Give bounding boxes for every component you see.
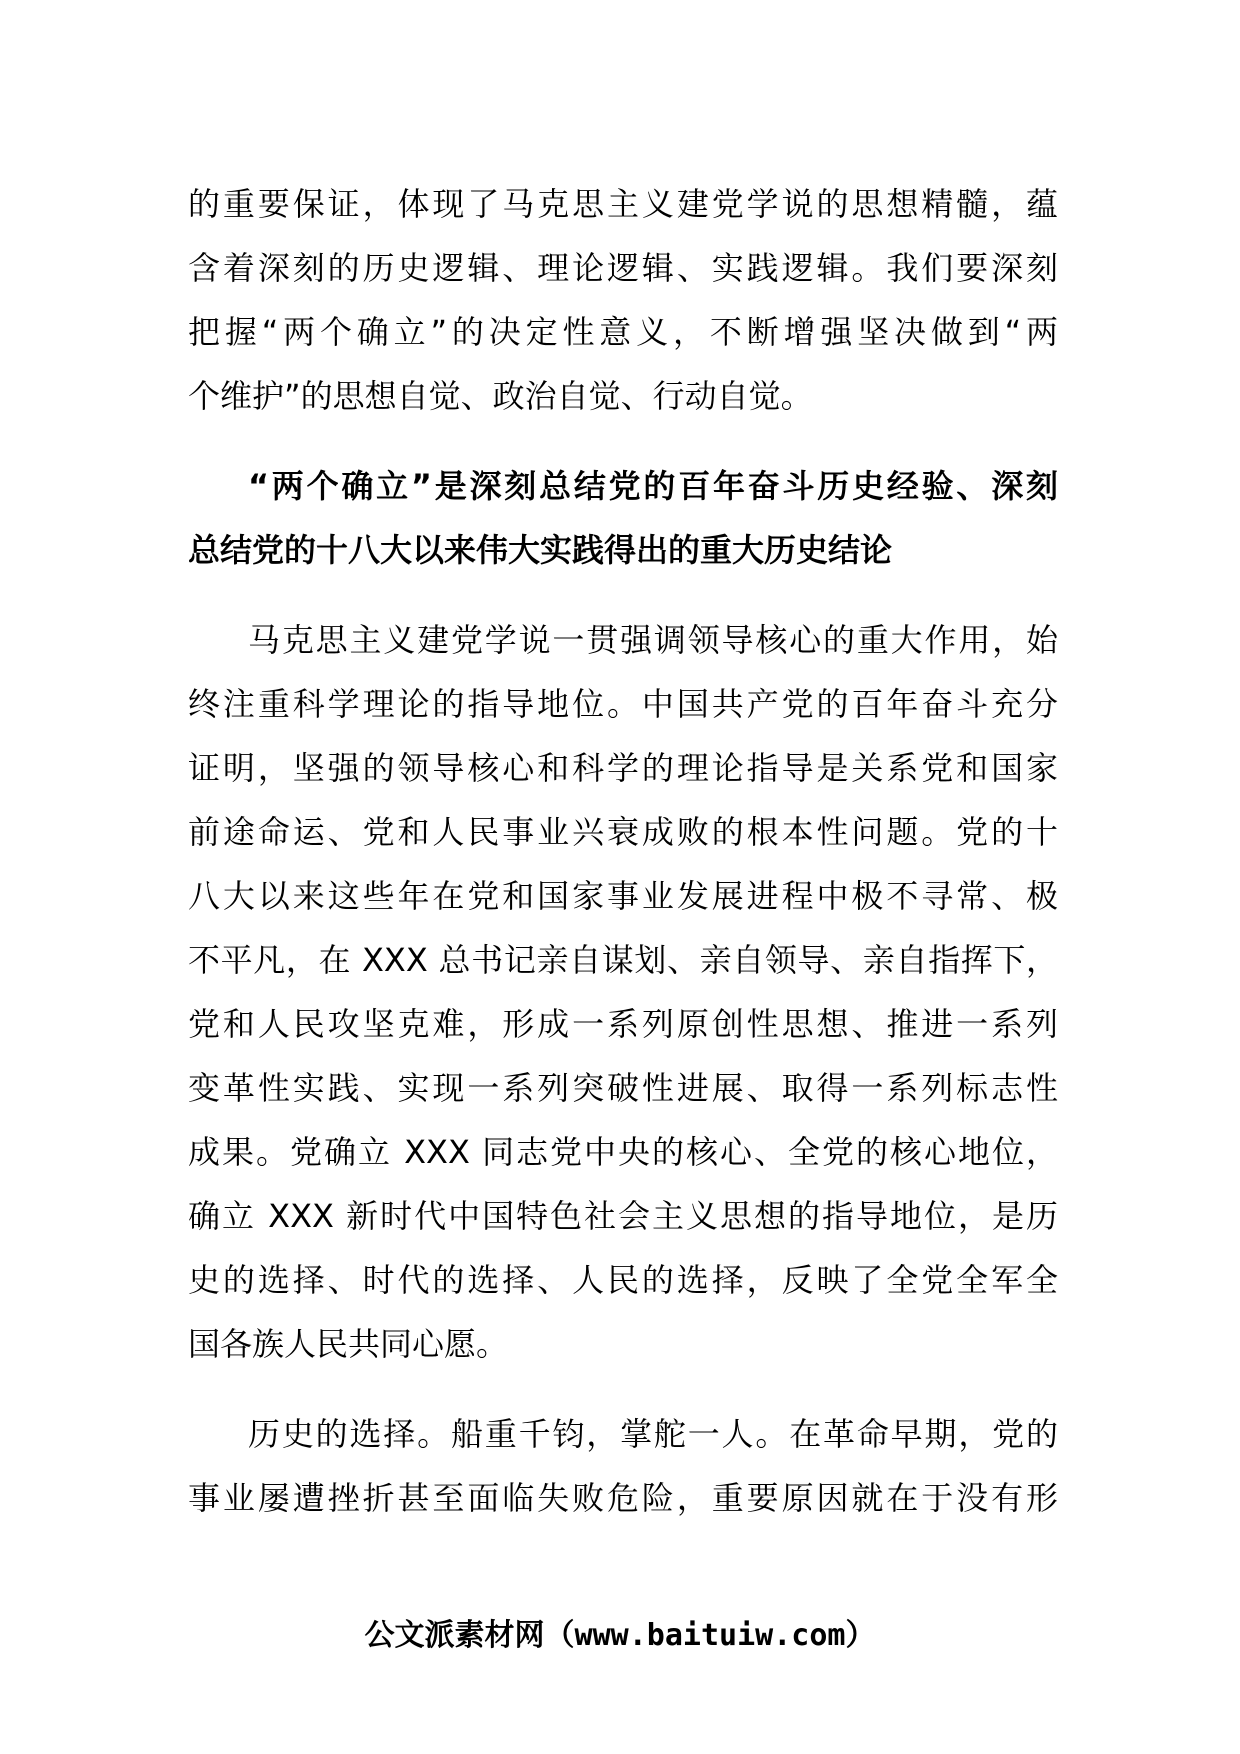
heading-line: “两个确立”是深刻总结党的百年奋斗历史经验、深刻 bbox=[248, 467, 1058, 505]
text-line: 终注重科学理论的指导地位。中国共产党的百年奋斗充分 bbox=[188, 685, 1058, 723]
section-heading bbox=[188, 454, 1058, 582]
text-line: 成果。党确立 XXX 同志党中央的核心、全党的核心地位， bbox=[188, 1133, 1058, 1171]
document-body bbox=[188, 172, 1058, 1530]
text-line: 事业屡遭挫折甚至面临失败危险，重要原因就在于没有形 bbox=[188, 1479, 1058, 1517]
paragraph-1 bbox=[188, 172, 1058, 428]
footer-site-name: 公文派素材网 bbox=[364, 1618, 545, 1653]
text-line: 党和人民攻坚克难，形成一系列原创性思想、推进一系列 bbox=[188, 1005, 1058, 1043]
text-line: 个维护”的思想自觉、政治自觉、行动自觉。 bbox=[188, 377, 813, 415]
text-line: 史的选择、时代的选择、人民的选择，反映了全党全军全 bbox=[188, 1261, 1058, 1299]
text-line: 确立 XXX 新时代中国特色社会主义思想的指导地位，是历 bbox=[188, 1197, 1058, 1235]
text-line: 八大以来这些年在党和国家事业发展进程中极不寻常、极 bbox=[188, 877, 1058, 915]
text-line: 前途命运、党和人民事业兴衰成败的根本性问题。党的十 bbox=[188, 813, 1058, 851]
text-line: 马克思主义建党学说一贯强调领导核心的重大作用，始 bbox=[248, 621, 1058, 659]
heading-line: 总结党的十八大以来伟大实践得出的重大历史结论 bbox=[188, 531, 893, 569]
paragraph-2 bbox=[188, 608, 1058, 1376]
text-line: 含着深刻的历史逻辑、理论逻辑、实践逻辑。我们要深刻 bbox=[188, 249, 1058, 287]
text-line: 历史的选择。船重千钧，掌舵一人。在革命早期，党的 bbox=[248, 1415, 1058, 1453]
text-line: 国各族人民共同心愿。 bbox=[188, 1325, 509, 1363]
text-line: 证明，坚强的领导核心和科学的理论指导是关系党和国家 bbox=[188, 749, 1058, 787]
page-footer bbox=[0, 1610, 1240, 1654]
text-line: 不平凡，在 XXX 总书记亲自谋划、亲自领导、亲自指挥下， bbox=[188, 941, 1058, 979]
text-line: 变革性实践、实现一系列突破性进展、取得一系列标志性 bbox=[188, 1069, 1058, 1107]
text-line: 把握“两个确立”的决定性意义，不断增强坚决做到“两 bbox=[188, 313, 1058, 351]
footer-url: （www.baituiw.com） bbox=[544, 1618, 876, 1653]
paragraph-3 bbox=[188, 1402, 1058, 1530]
text-line: 的重要保证，体现了马克思主义建党学说的思想精髓，蕴 bbox=[188, 185, 1058, 223]
